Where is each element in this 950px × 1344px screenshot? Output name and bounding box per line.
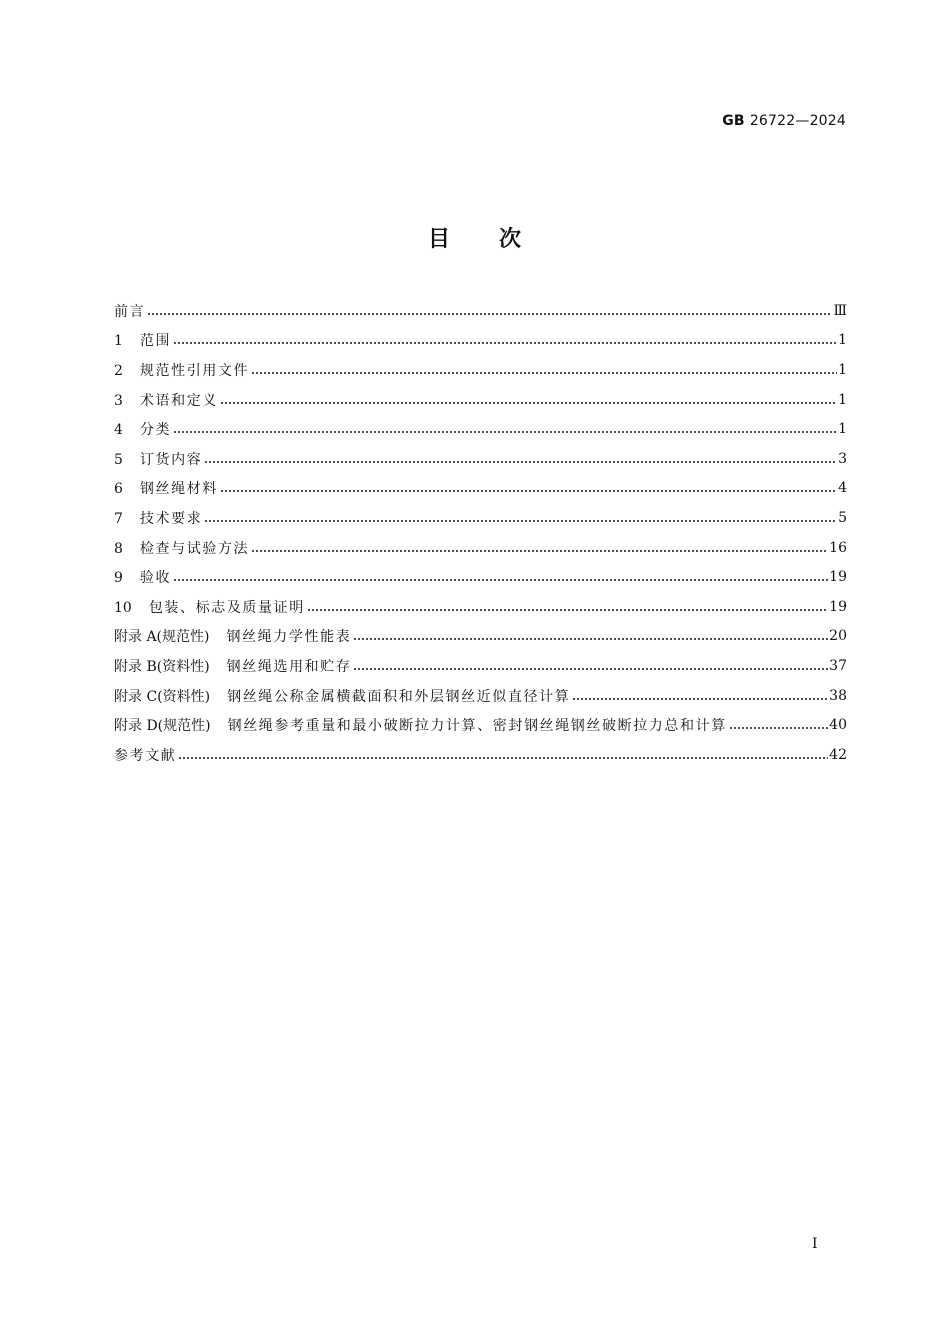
toc-entry-label: [114, 508, 202, 528]
toc-dot-leader: [178, 757, 828, 759]
toc-dot-leader: [147, 313, 832, 315]
toc-entry-page: 1: [838, 391, 847, 408]
toc-entry[interactable]: [114, 533, 847, 563]
toc-entry-label: [114, 597, 305, 617]
toc-entry-page: 20: [829, 628, 847, 645]
toc-entry-number: 4: [114, 422, 123, 439]
toc-entry[interactable]: [114, 562, 847, 592]
toc-entry-number: 6: [114, 481, 123, 498]
toc-entry-text: 参考文献: [114, 747, 177, 764]
toc-entry-label: [114, 390, 218, 410]
toc-entry-text: 钢丝绳材料: [139, 481, 218, 498]
standard-prefix: GB: [722, 113, 745, 129]
toc-dot-leader: [353, 668, 828, 670]
toc-entry-label: [114, 626, 351, 646]
toc-entry[interactable]: [114, 444, 847, 474]
toc-dot-leader: [173, 431, 837, 433]
toc-entry-text: 钢丝绳选用和贮存: [226, 658, 352, 675]
toc-entry[interactable]: [114, 622, 847, 652]
toc-entry-text: 包装、标志及质量证明: [148, 599, 305, 616]
toc-entry-number: 5: [114, 451, 123, 468]
toc-dot-leader: [220, 490, 837, 492]
toc-entry-label: [114, 656, 351, 676]
toc-entry-text: 规范性引用文件: [139, 362, 250, 379]
standard-number: 26722—2024: [749, 113, 846, 129]
toc-entry-number: 7: [114, 510, 123, 527]
toc-entry-text: 分类: [139, 422, 172, 439]
toc-entry-label: [114, 419, 171, 439]
toc-entry-label: [114, 478, 218, 498]
toc-entry-text: 钢丝绳公称金属横截面积和外层钢丝近似直径计算: [227, 688, 571, 705]
toc-entry-page: Ⅲ: [833, 302, 847, 319]
toc-entry-label: [114, 567, 171, 587]
toc-entry-number: 附录 D(规范性): [114, 718, 211, 735]
toc-entry[interactable]: [114, 592, 847, 622]
toc-entry-text: 术语和定义: [139, 392, 218, 409]
toc-dot-leader: [729, 727, 828, 729]
toc-entry[interactable]: [114, 651, 847, 681]
toc-list: [114, 296, 847, 770]
toc-entry-page: 3: [838, 450, 847, 467]
toc-entry-page: 40: [829, 717, 847, 734]
toc-entry-label: [114, 330, 171, 350]
toc-entry-number: 2: [114, 362, 123, 379]
toc-entry-text: 范围: [139, 333, 172, 350]
toc-entry-label: [114, 301, 145, 321]
toc-dot-leader: [173, 342, 837, 344]
toc-entry-label: [114, 686, 570, 706]
toc-entry-number: 8: [114, 540, 123, 557]
toc-entry-label: [114, 538, 249, 558]
toc-title-part2: 次: [499, 227, 523, 252]
toc-entry-text: 技术要求: [139, 510, 203, 527]
toc-entry[interactable]: [114, 474, 847, 504]
toc-dot-leader: [204, 461, 837, 463]
toc-entry[interactable]: [114, 296, 847, 326]
toc-title-part1: 目: [427, 227, 451, 252]
toc-dot-leader: [307, 609, 828, 611]
toc-entry-text: 钢丝绳参考重量和最小破断拉力计算、密封钢丝绳钢丝破断拉力总和计算: [227, 718, 727, 735]
toc-entry-label: [114, 360, 249, 380]
toc-entry-text: 验收: [139, 570, 172, 587]
toc-entry-label: [114, 745, 176, 765]
toc-dot-leader: [251, 550, 828, 552]
toc-entry[interactable]: [114, 681, 847, 711]
toc-dot-leader: [204, 520, 837, 522]
toc-entry-number: 附录 C(资料性): [114, 688, 211, 705]
toc-dot-leader: [572, 698, 828, 700]
standard-code: [722, 113, 846, 129]
toc-entry-label: [114, 715, 727, 735]
toc-entry-page: 19: [829, 569, 847, 586]
toc-dot-leader: [251, 372, 837, 374]
toc-entry-page: 5: [838, 509, 847, 526]
toc-entry-label: [114, 449, 202, 469]
toc-entry-page: 42: [829, 746, 847, 763]
toc-entry-text: 订货内容: [139, 451, 203, 468]
toc-entry-page: 37: [829, 657, 847, 674]
toc-entry[interactable]: [114, 326, 847, 356]
toc-entry[interactable]: [114, 710, 847, 740]
toc-entry-page: 4: [838, 480, 847, 497]
toc-entry-page: 19: [829, 598, 847, 615]
toc-entry-number: 3: [114, 392, 123, 409]
toc-entry-number: 附录 A(规范性): [114, 629, 210, 646]
toc-dot-leader: [220, 402, 837, 404]
toc-entry-number: 1: [114, 333, 123, 350]
toc-entry-number: 10: [114, 599, 132, 616]
toc-dot-leader: [353, 638, 828, 640]
toc-entry-number: 9: [114, 570, 123, 587]
toc-entry[interactable]: [114, 740, 847, 770]
toc-entry-number: 附录 B(资料性): [114, 658, 210, 675]
toc-entry-page: 38: [829, 687, 847, 704]
toc-entry[interactable]: [114, 355, 847, 385]
toc-entry[interactable]: [114, 414, 847, 444]
toc-entry-page: 1: [838, 332, 847, 349]
toc-entry-page: 16: [829, 539, 847, 556]
toc-entry[interactable]: [114, 385, 847, 415]
toc-entry-text: 钢丝绳力学性能表: [226, 629, 352, 646]
toc-entry[interactable]: [114, 503, 847, 533]
toc-dot-leader: [173, 579, 828, 581]
toc-entry-page: 1: [838, 421, 847, 438]
toc-entry-page: 1: [838, 361, 847, 378]
toc-entry-text: 检查与试验方法: [139, 540, 250, 557]
toc-entry-text: 前言: [114, 303, 146, 320]
page-number: Ⅰ: [812, 1236, 818, 1252]
toc-title: [0, 222, 950, 253]
